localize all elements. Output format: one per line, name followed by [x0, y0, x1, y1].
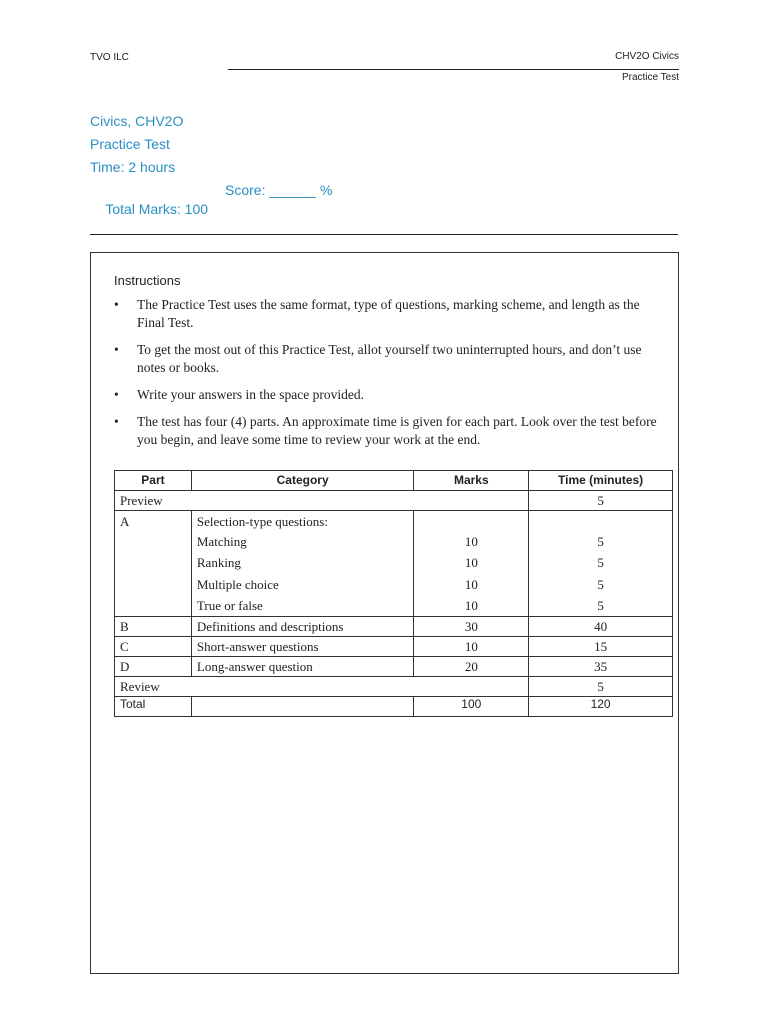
instructions-title: Instructions [114, 273, 181, 288]
header-doc-type: Practice Test [621, 72, 679, 83]
part-c-marks: 10 [414, 637, 529, 657]
instruction-text: The Practice Test uses the same format, type of questions, marking scheme, and length as the Final Test. [137, 297, 640, 330]
part-a-label: A [115, 511, 192, 617]
total-marks: Total Marks: 100 [105, 201, 209, 217]
review-time: 5 [529, 677, 673, 697]
review-label: Review [115, 677, 529, 697]
table-row-review [115, 677, 673, 697]
table-row-part-a [115, 511, 673, 617]
score-field: Score: ______ % [225, 182, 333, 198]
instruction-text: The test has four (4) parts. An approximate time is given for each part. Look over the test before you begin, and leave some time to review your work at the end. [137, 414, 657, 447]
instruction-text: Write your answers in the space provided. [137, 387, 365, 402]
total-category [191, 697, 414, 717]
header-rule [228, 69, 679, 70]
instructions-list [114, 296, 664, 458]
instruction-item [114, 296, 664, 332]
instruction-item [114, 413, 664, 449]
instruction-item [114, 341, 664, 377]
table-row-part-d [115, 657, 673, 677]
instruction-item [114, 386, 664, 404]
part-b-time: 40 [529, 617, 673, 637]
header-course: CHV2O Civics [615, 51, 679, 62]
part-d-label: D [115, 657, 192, 677]
part-a-times: 5 5 5 5 [529, 511, 673, 617]
total-marks-value: 100 [414, 697, 529, 717]
category-item: Multiple choice [196, 576, 279, 592]
header-category: Category [191, 471, 414, 491]
preview-time: 5 [529, 491, 673, 511]
category-item: True or false [196, 597, 263, 613]
instruction-text: To get the most out of this Practice Test, allot yourself two uninterrupted hours, and don’t use notes or books. [137, 342, 642, 375]
part-d-time: 35 [529, 657, 673, 677]
preview-label: Preview [115, 491, 529, 511]
header-part: Part [115, 471, 192, 491]
header-time: Time (minutes) [529, 471, 673, 491]
table-row-part-c [115, 637, 673, 657]
course-title: Civics, CHV2O [90, 113, 184, 129]
part-c-time: 15 [529, 637, 673, 657]
part-b-label: B [115, 617, 192, 637]
test-schedule-table [114, 470, 673, 717]
time-limit: Time: 2 hours [90, 159, 176, 175]
bullet-icon: • [114, 297, 119, 312]
category-item: Matching [196, 534, 247, 549]
part-b-category: Definitions and descriptions [191, 617, 414, 637]
table-row-total [115, 697, 673, 717]
section-divider [90, 234, 678, 235]
bullet-icon: • [114, 414, 119, 429]
table-row-part-b [115, 617, 673, 637]
category-title: Selection-type questions: [196, 514, 328, 529]
total-label: Total [115, 697, 192, 717]
part-d-marks: 20 [414, 657, 529, 677]
total-time-value: 120 [529, 697, 673, 717]
document-type: Practice Test [90, 136, 170, 152]
bullet-icon: • [114, 387, 119, 402]
test-info [90, 112, 333, 217]
part-d-category: Long-answer question [191, 657, 414, 677]
bullet-icon: • [114, 342, 119, 357]
table-header-row [115, 471, 673, 491]
category-item: Ranking [196, 555, 241, 571]
part-a-categories [191, 511, 414, 617]
part-a-marks: 10 10 10 10 [414, 511, 529, 617]
header-marks: Marks [414, 471, 529, 491]
part-b-marks: 30 [414, 617, 529, 637]
part-c-label: C [115, 637, 192, 657]
header-publisher: TVO ILC [90, 52, 129, 63]
part-c-category: Short-answer questions [191, 637, 414, 657]
table-row-preview [115, 491, 673, 511]
